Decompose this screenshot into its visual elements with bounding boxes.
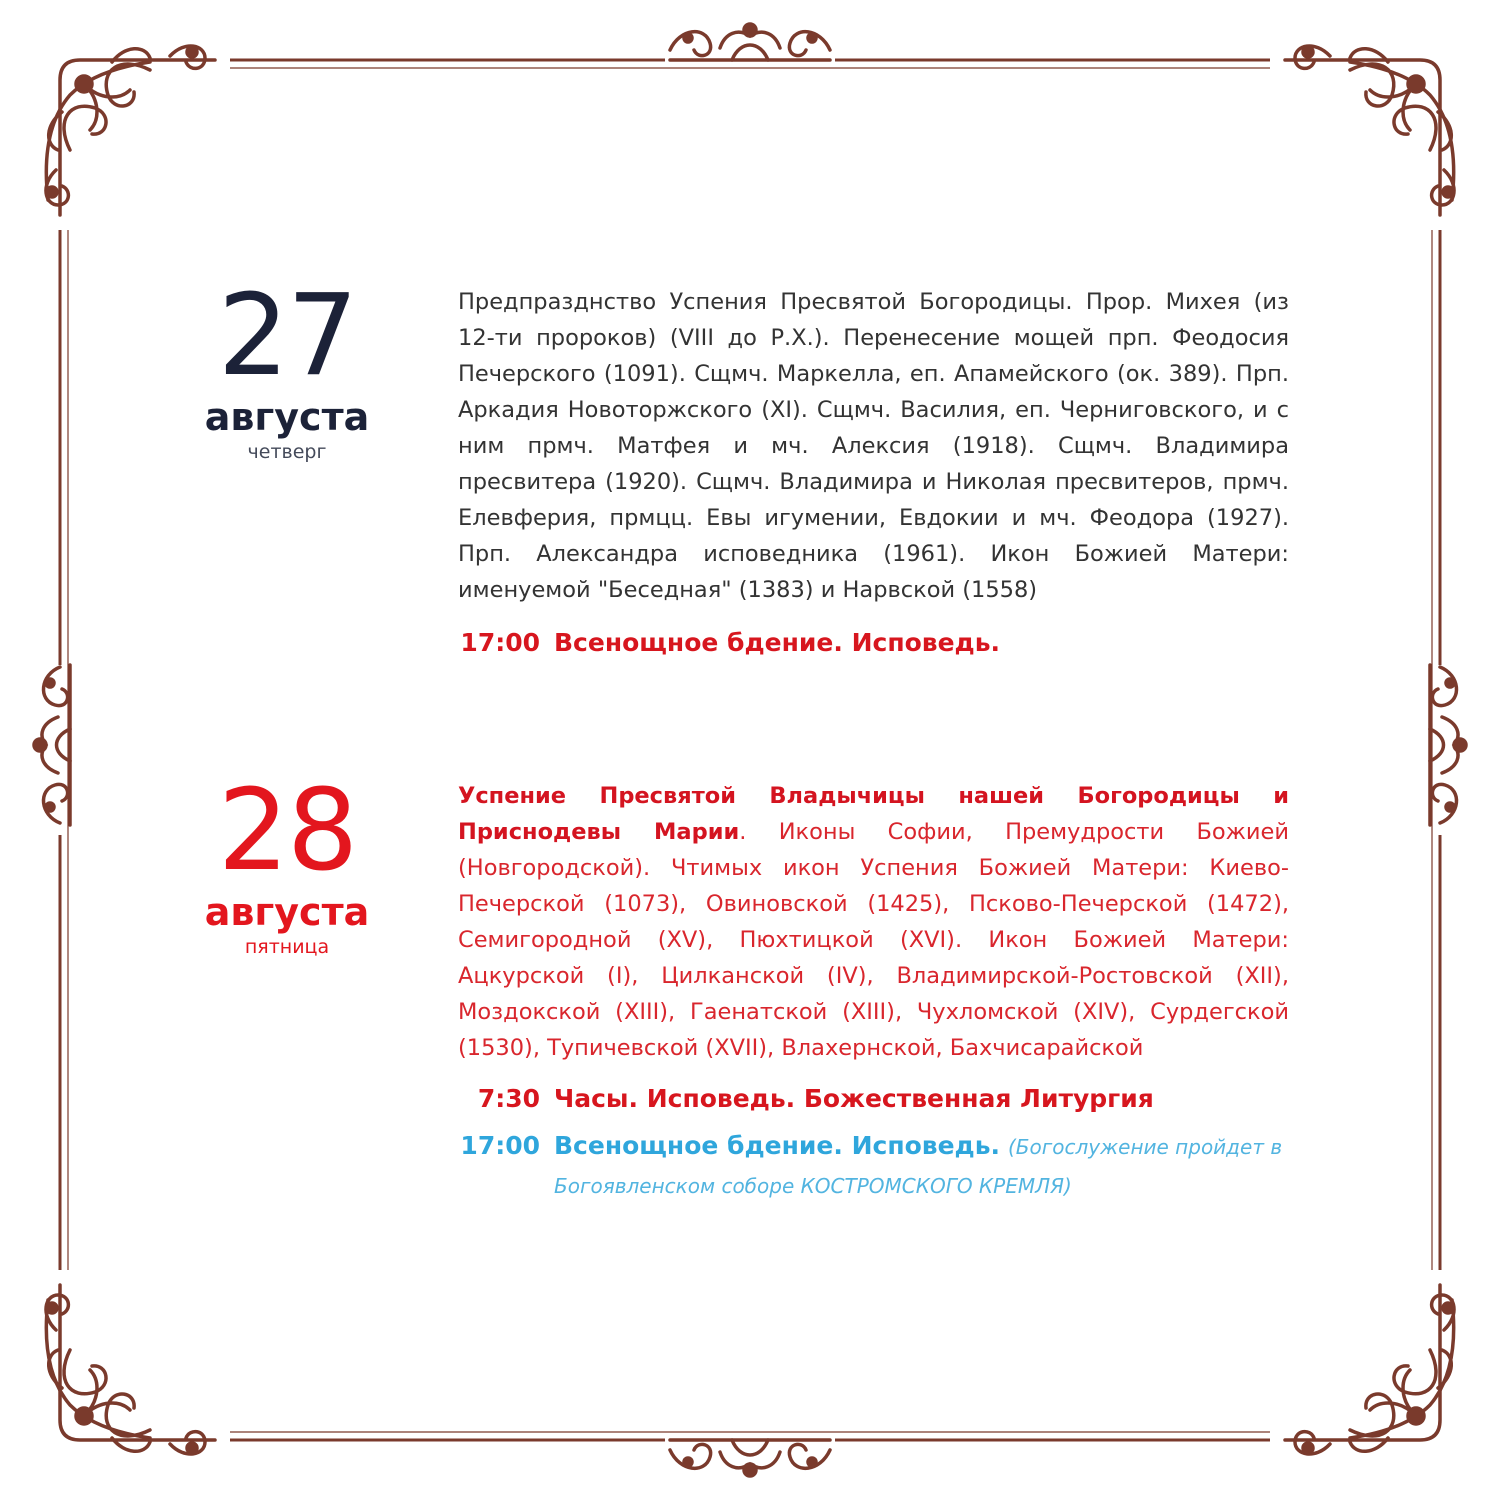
feast-title: Успение Пресвятой Владычицы нашей Богородицы и Приснодевы Марии [458, 783, 1289, 845]
service-item [458, 1080, 1289, 1117]
service-time: 17:00 [460, 628, 540, 657]
date-weekday: пятница [244, 936, 330, 958]
service-title: Всенощное бдение. Исповедь. [554, 1131, 1001, 1160]
date-month: августа [204, 395, 370, 439]
date-block [176, 766, 398, 959]
saints-description [458, 778, 1289, 1066]
commemorations-text: . Иконы Софии, Премудрости Божией (Новгородской). Чтимых икон Успения Божией Матери: Киево-Печерской (1073), Овиновской (1425), Псково-Печерской (1472), Семигородной (XV), Пюхтицкой (XVI). Икон Божией Матери: Ацкурской (I), Цилканской (IV), Владимирской-Ростовской (XII), Моздокской (XIII), Гаенатской (XIII), Чухломской (XIV), Сурдегской (1530), Тупичевской (XVII), Влахернской, Бахчисарайской [458, 819, 1289, 1061]
service-time: 17:00 [460, 1131, 540, 1160]
service-time: 7:30 [477, 1084, 540, 1113]
date-weekday: четверг [247, 441, 327, 463]
date-month: августа [204, 890, 370, 934]
commemorations-text: Предпразднство Успения Пресвятой Богородицы. Прор. Михея (из 12-ти пророков) (VIII до Р.Х.). Перенесение мощей прп. Феодосия Печерского (1091). Сщмч. Маркелла, еп. Апамейского (ок. 389). Прп. Аркадия Новоторжского (XI). Сщмч. Василия, еп. Черниговского, и с ним прмч. Матфея и мч. Алексия (1918). Сщмч. Владимира пресвитера (1920). Сщмч. Владимира и Николая пресвитеров, прмч. Елевферия, прмцц. Евы игумении, Евдокии и мч. Феодора (1927). Прп. Александра исповедника (1961). Икон Божией Матери: именуемой "Беседная" (1383) и Нарвской (1558) [458, 289, 1289, 603]
date-block [176, 271, 398, 464]
date-number: 27 [217, 271, 357, 401]
service-note: (Богослужение пройдет в Богоявленском соборе КОСТРОМСКОГО КРЕМЛЯ) [554, 1135, 1283, 1198]
day-content [458, 778, 1289, 1205]
service-title: Всенощное бдение. Исповедь. [554, 628, 1001, 657]
day-content [458, 284, 1289, 661]
saints-description [458, 284, 1289, 608]
service-item [458, 1127, 1289, 1205]
service-title: Часы. Исповедь. Божественная Литургия [554, 1084, 1154, 1113]
date-number: 28 [217, 766, 357, 896]
service-item [458, 624, 1289, 661]
